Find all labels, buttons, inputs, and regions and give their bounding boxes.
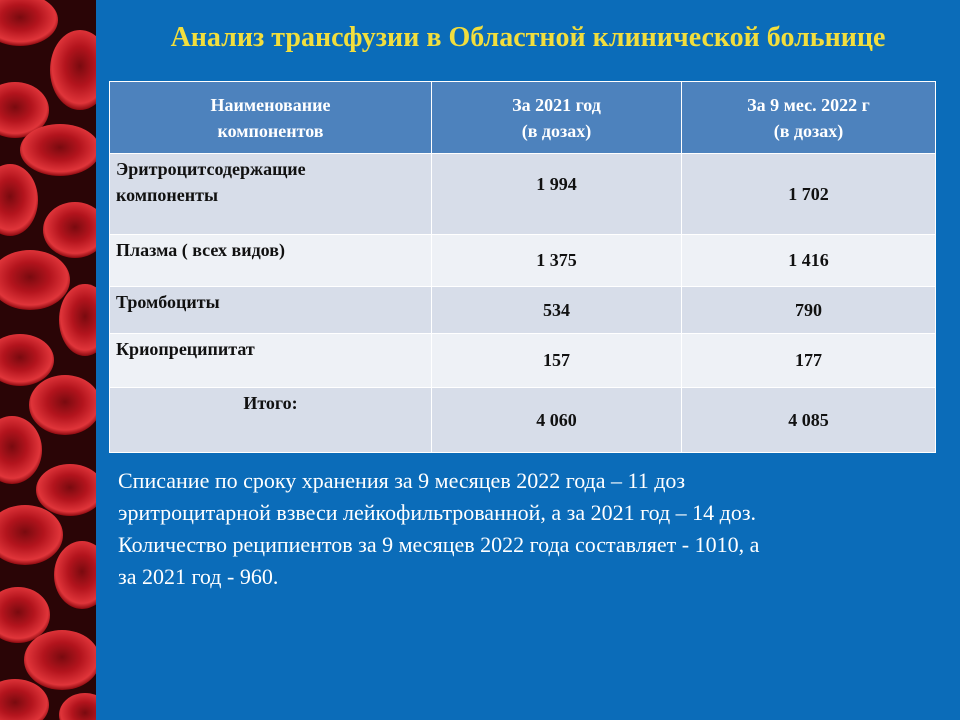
header-2021: За 2021 год (в дозах): [432, 82, 682, 154]
value-2022: 790: [682, 287, 936, 334]
table-row-total: [110, 388, 936, 453]
total-2021: 4 060: [432, 388, 682, 453]
header-component: Наименование компонентов: [110, 82, 432, 154]
table-row: [110, 287, 936, 334]
row-name: Тромбоциты: [110, 287, 432, 334]
row-name: Криопреципитат: [110, 334, 432, 388]
value-2022: 1 416: [682, 235, 936, 287]
value-2021: 534: [432, 287, 682, 334]
total-2022: 4 085: [682, 388, 936, 453]
total-label: Итого:: [110, 388, 432, 453]
header-2022: За 9 мес. 2022 г (в дозах): [682, 82, 936, 154]
value-2022: 177: [682, 334, 936, 388]
note-paragraph: [118, 465, 918, 593]
slide-title: Анализ трансфузии в Областной клинической больнице: [170, 22, 886, 53]
slide-content: [96, 0, 960, 720]
value-2021: 1 994: [432, 154, 682, 235]
note-line: эритроцитарной взвеси лейкофильтрованной, а за 2021 год – 14 доз.: [118, 500, 757, 525]
blood-cells-image: [0, 0, 96, 720]
transfusion-table: [109, 81, 936, 453]
row-name: Плазма ( всех видов): [110, 235, 432, 287]
table-row: [110, 235, 936, 287]
table-row: [110, 154, 936, 235]
note-line: Количество реципиентов за 9 месяцев 2022 года составляет - 1010, а: [118, 532, 760, 557]
value-2022: 1 702: [682, 154, 936, 235]
value-2021: 157: [432, 334, 682, 388]
note-line: Списание по сроку хранения за 9 месяцев 2022 года – 11 доз: [118, 468, 686, 493]
table-row: [110, 334, 936, 388]
note-line: за 2021 год - 960.: [118, 564, 279, 589]
table-header-row: [110, 82, 936, 154]
value-2021: 1 375: [432, 235, 682, 287]
row-name: Эритроцитсодержащие компоненты: [110, 154, 432, 235]
